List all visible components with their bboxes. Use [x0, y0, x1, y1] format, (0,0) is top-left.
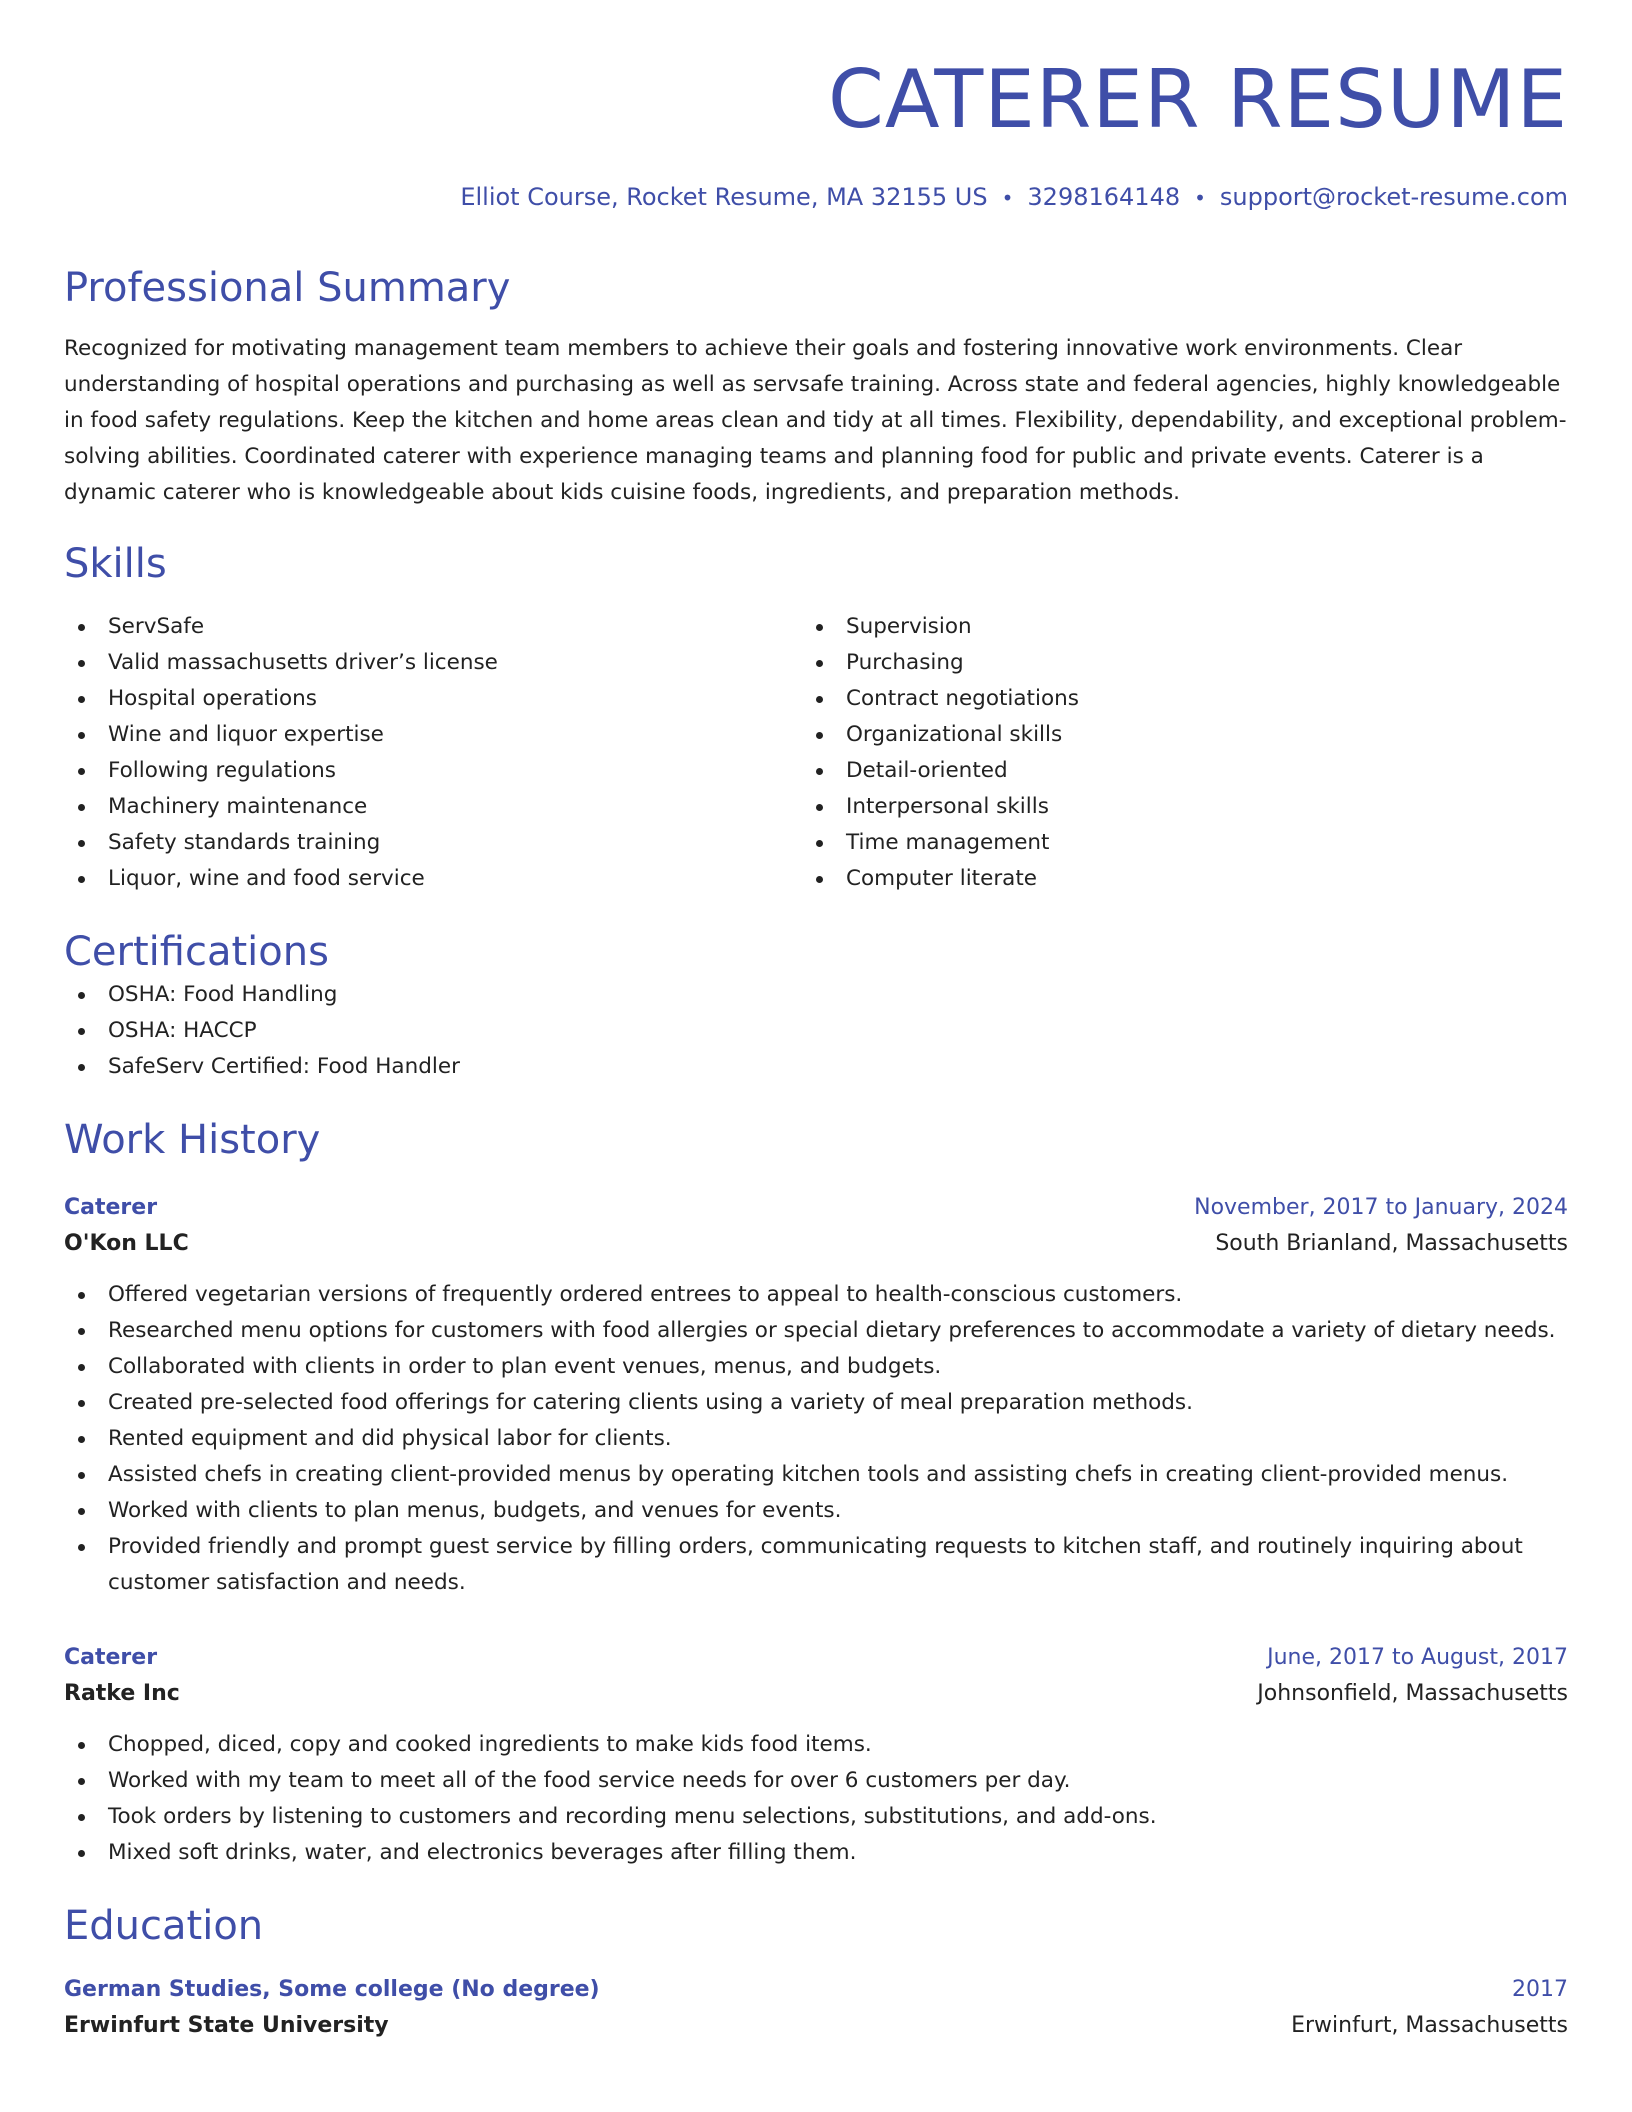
bullet-dot: [78, 1778, 85, 1785]
job-company-row: [64, 1675, 1568, 1713]
job-duty-text: Worked with my team to meet all of the food service needs for over 6 customers per day.: [108, 1768, 1071, 1793]
job-title: Caterer: [64, 1195, 158, 1220]
job-duty-text: Rented equipment and did physical labor for clients.: [108, 1426, 672, 1451]
certification-label: OSHA: Food Handling: [108, 982, 338, 1007]
bullet-dot: [816, 840, 823, 847]
bullet-dot: [78, 1850, 85, 1857]
skill-item: [64, 681, 802, 717]
skills-section: [64, 539, 1568, 897]
contact-separator: •: [1001, 186, 1014, 210]
education-entry: [64, 1973, 1568, 2045]
bullet-dot: [78, 1436, 85, 1443]
resume-header: [64, 0, 1568, 213]
job-duties-list: [64, 1277, 1568, 1601]
job-title-row: [64, 1191, 1568, 1225]
resume-title: CATERER RESUME: [828, 53, 1568, 146]
job-duty-item: [64, 1835, 1568, 1871]
job-duty-text: Collaborated with clients in order to plan event venues, menus, and budgets.: [108, 1354, 942, 1379]
job-duty-item: [64, 1313, 1568, 1349]
certification-item: [64, 1013, 1568, 1049]
skill-item: [802, 825, 1540, 861]
job-duty-text: Assisted chefs in creating client-provided menus by operating kitchen tools and assisting chefs in creating client-provided menus.: [108, 1462, 1509, 1487]
education-school-row: [64, 2007, 1568, 2045]
skill-label: Organizational skills: [846, 722, 1063, 747]
contact-separator: •: [1194, 186, 1206, 210]
job-duty-item: [64, 1493, 1568, 1529]
bullet-dot: [78, 1400, 85, 1407]
job-duties-list: [64, 1727, 1568, 1871]
skill-label: Computer literate: [846, 866, 1037, 891]
education-location: Erwinfurt, Massachusetts: [1291, 2013, 1568, 2038]
job-duty-text: Chopped, diced, copy and cooked ingredients to make kids food items.: [108, 1732, 872, 1757]
contact-email: support@rocket-resume.com: [1219, 183, 1568, 211]
job-duty-item: [64, 1385, 1568, 1421]
job-company: O'Kon LLC: [64, 1231, 189, 1256]
contact-line: [64, 182, 1568, 213]
job-entry: [64, 1641, 1568, 1871]
skill-item: [802, 753, 1540, 789]
skill-item: [64, 789, 802, 825]
job-title: Caterer: [64, 1645, 158, 1670]
job-duty-text: Worked with clients to plan menus, budgets, and venues for events.: [108, 1498, 842, 1523]
job-duty-item: [64, 1727, 1568, 1763]
bullet-dot: [816, 732, 823, 739]
job-company-row: [64, 1225, 1568, 1263]
section-heading-skills: Skills: [64, 541, 167, 587]
professional-summary-section: [64, 263, 1568, 511]
contact-address: Elliot Course, Rocket Resume, MA 32155 US: [460, 183, 988, 211]
bullet-dot: [78, 1544, 85, 1551]
certification-item: [64, 1049, 1568, 1085]
bullet-dot: [816, 768, 823, 775]
certification-label: OSHA: HACCP: [108, 1018, 257, 1043]
skill-label: Wine and liquor expertise: [108, 722, 384, 747]
bullet-dot: [78, 992, 85, 999]
job-duty-item: [64, 1421, 1568, 1457]
job-duty-text: Mixed soft drinks, water, and electronics beverages after filling them.: [108, 1840, 857, 1865]
skill-label: Detail-oriented: [846, 758, 1008, 783]
bullet-dot: [78, 1364, 85, 1371]
education-school: Erwinfurt State University: [64, 2013, 389, 2038]
bullet-dot: [78, 1742, 85, 1749]
skill-label: Following regulations: [108, 758, 336, 783]
skills-columns: [64, 609, 1568, 897]
education-year: 2017: [1512, 1977, 1568, 2002]
skill-item: [802, 717, 1540, 753]
bullet-dot: [816, 804, 823, 811]
job-duty-item: [64, 1457, 1568, 1493]
job-duty-text: Took orders by listening to customers and recording menu selections, substitutions, and add-ons.: [108, 1804, 1157, 1829]
job-entry: [64, 1191, 1568, 1601]
bullet-dot: [78, 1508, 85, 1515]
bullet-dot: [78, 1028, 85, 1035]
job-duty-item: [64, 1763, 1568, 1799]
bullet-dot: [78, 1814, 85, 1821]
bullet-dot: [78, 1328, 85, 1335]
skill-label: Machinery maintenance: [108, 794, 368, 819]
skill-item: [802, 645, 1540, 681]
bullet-dot: [78, 804, 85, 811]
bullet-dot: [816, 876, 823, 883]
education-degree-row: [64, 1973, 1568, 2007]
skill-label: Safety standards training: [108, 830, 381, 855]
bullet-dot: [78, 696, 85, 703]
job-company: Ratke Inc: [64, 1681, 180, 1706]
skill-item: [64, 717, 802, 753]
skills-list-right: [802, 609, 1540, 897]
skill-item: [802, 789, 1540, 825]
skill-item: [802, 861, 1540, 897]
job-location: South Brianland, Massachusetts: [1215, 1231, 1568, 1256]
skill-item: [802, 681, 1540, 717]
bullet-dot: [78, 1064, 85, 1071]
job-dates: November, 2017 to January, 2024: [1194, 1195, 1568, 1220]
bullet-dot: [78, 876, 85, 883]
skill-item: [802, 609, 1540, 645]
section-heading-work-history: Work History: [64, 1117, 321, 1163]
skill-label: Time management: [846, 830, 1050, 855]
skill-label: ServSafe: [108, 614, 205, 639]
job-duty-item: [64, 1529, 1568, 1601]
skill-label: Contract negotiations: [846, 686, 1079, 711]
job-duty-text: Created pre-selected food offerings for catering clients using a variety of meal preparation methods.: [108, 1390, 1193, 1415]
work-history-section: [64, 1115, 1568, 1871]
section-heading-summary: Professional Summary: [64, 265, 511, 311]
job-duty-item: [64, 1277, 1568, 1313]
certifications-section: [64, 927, 1568, 1085]
bullet-dot: [78, 1472, 85, 1479]
skill-item: [64, 609, 802, 645]
education-degree: German Studies, Some college (No degree): [64, 1977, 600, 2002]
job-duty-item: [64, 1799, 1568, 1835]
bullet-dot: [816, 696, 823, 703]
bullet-dot: [78, 732, 85, 739]
skill-label: Liquor, wine and food service: [108, 866, 425, 891]
certification-item: [64, 977, 1568, 1013]
section-heading-education: Education: [64, 1903, 264, 1949]
job-duty-item: [64, 1349, 1568, 1385]
skill-label: Valid massachusetts driver’s license: [108, 650, 498, 675]
bullet-dot: [78, 840, 85, 847]
job-duty-text: Researched menu options for customers with food allergies or special dietary preferences to accommodate a variety of dietary needs.: [108, 1318, 1556, 1343]
certification-label: SafeServ Certified: Food Handler: [108, 1054, 460, 1079]
skill-label: Supervision: [846, 614, 972, 639]
skill-item: [64, 861, 802, 897]
job-duty-text: Provided friendly and prompt guest service by filling orders, communicating requests to kitchen staff, and routinely inquiring about customer satisfaction and needs.: [108, 1534, 1523, 1595]
skill-label: Interpersonal skills: [846, 794, 1049, 819]
bullet-dot: [816, 624, 823, 631]
bullet-dot: [78, 624, 85, 631]
skills-list-left: [64, 609, 802, 897]
bullet-dot: [78, 768, 85, 775]
bullet-dot: [78, 1292, 85, 1299]
education-section: [64, 1901, 1568, 2045]
job-title-row: [64, 1641, 1568, 1675]
skill-item: [64, 825, 802, 861]
certifications-list: [64, 977, 1568, 1085]
bullet-dot: [816, 660, 823, 667]
job-location: Johnsonfield, Massachusetts: [1257, 1681, 1568, 1706]
summary-text: Recognized for motivating management team members to achieve their goals and fostering innovative work environments. Clear understanding of hospital operations and purchasing as well as servsafe training. Across state and federal agencies, highly knowledgeable in food safety regulations. Keep the kitchen and home areas clean and tidy at all times. Flexibility, dependability, and exceptional problem-solving abilities. Coordinated caterer with experience managing teams and planning food for public and private events. Caterer is a dynamic caterer who is knowledgeable about kids cuisine foods, ingredients, and preparation methods.: [64, 336, 1567, 505]
job-dates: June, 2017 to August, 2017: [1267, 1645, 1568, 1670]
skill-item: [64, 753, 802, 789]
skill-item: [64, 645, 802, 681]
contact-phone: 3298164148: [1027, 183, 1181, 211]
skill-label: Purchasing: [846, 650, 964, 675]
bullet-dot: [78, 660, 85, 667]
skill-label: Hospital operations: [108, 686, 317, 711]
job-duty-text: Offered vegetarian versions of frequently ordered entrees to appeal to health-conscious customers.: [108, 1282, 1183, 1307]
section-heading-certifications: Certifications: [64, 929, 329, 975]
